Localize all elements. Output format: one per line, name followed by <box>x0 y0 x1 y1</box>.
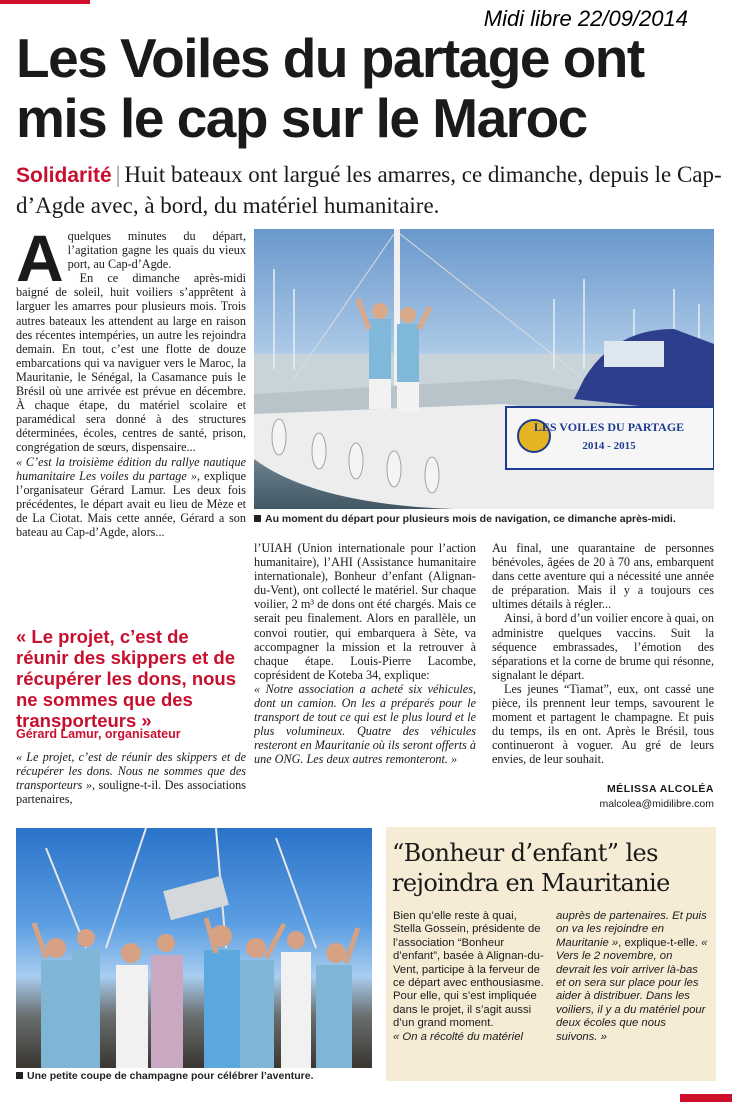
chapo <box>16 160 722 221</box>
article-paragraph: l’UIAH (Union internationale pour l’action humanitaire), l’AHI (Assistance humanitaire internationale), Bonheur d’enfant (Alignan-du-Vent), ont collecté le matériel. Sur chaque voilier, 2 m³ de dons ont été chargés. Mais ce serait peu finalement. Alors en parallèle, un convoi routier, qui embarquera à Sète, va accompagner la mission et la retrouver à chaque étape. Louis-Pierre Lacombe, coprésident de Koteba 34, explique: <box>254 541 476 682</box>
article-text: , explique l’organisateur Gérard Lamur. Les deux fois précédentes, le départ avait eu lieu de Mèze et de La Ciotat. Mais cette année, Gérard a son bateau au Cap-d’Agde, alors... <box>16 468 246 539</box>
article-column-1 <box>16 221 246 539</box>
source-label: Midi libre 22/09/2014 <box>483 6 688 31</box>
photo-sailboat-departure <box>254 229 714 509</box>
chapo-text: Huit bateaux ont largué les amarres, ce dimanche, depuis le Cap-d’Agde avec, à bord, du matériel humanitaire. <box>16 162 722 218</box>
red-footer-bar <box>680 1094 732 1102</box>
pullquote-author: Gérard Lamur, organisateur <box>16 727 181 741</box>
article-paragraph <box>16 750 246 806</box>
dropcap: A <box>16 221 64 295</box>
rubric-separator: | <box>115 162 121 187</box>
quote: « C’est la troisième édition du rallye nautique humanitaire Les voiles du partage » <box>16 454 246 483</box>
caption-square-icon <box>16 1072 23 1079</box>
rubric-label: Solidarité <box>16 164 112 187</box>
article-paragraph <box>16 455 246 540</box>
sidebar-column-2 <box>556 910 708 1044</box>
author-signature: MÉLISSA ALCOLÉA <box>606 783 714 795</box>
article-paragraph: En ce dimanche après-midi baigné de soleil, huit voiliers s’apprêtent à larguer les amarres pour plusieurs mois. Trois autres bateaux les attendent au large en raison des récentes intempéries, un autre les rejoindra demain. En tout, c’est une flotte de douze embarcations qui va naviguer vers le Maroc, la Mauritanie, le Sénégal, la Casamance puis le Brésil où une arrivée est prévue en décembre. À chaque étape, du matériel scolaire et paramédical sera donné à des structures déterminées, écoles, centres de santé, prison, congrégation de sœurs, dispensaire... <box>16 271 246 455</box>
quote: « Le projet, c’est de réunir des skippers et de récupérer les dons. Nous ne sommes que des transporteurs » <box>16 750 246 793</box>
photo-champagne <box>16 828 372 1068</box>
headline: Les Voiles du partage ont mis le cap sur le Maroc <box>16 27 644 149</box>
article-column-2 <box>254 541 476 767</box>
article-paragraph: Ainsi, à bord d’un voilier encore à quai, on administre quelques vaccins. Suit la séquence embrassades, l’émotion des séparations et la corne de brume qui résonne, signalant le départ. <box>492 611 714 682</box>
author-email: malcolea@midilibre.com <box>599 798 714 810</box>
sidebar-text: auprès de partenaires. Et puis on va les rejoindre en Mauritanie », explique-t-elle. « Vers le 2 novembre, on devrait les voir arriver là-bas et on sera sur place pour les aider à distribuer. Dans les voiliers, il y a du matériel pour deux écoles que nous suivons. » <box>556 910 708 1043</box>
sidebar-title: “Bonheur d’enfant” les rejoindra en Mauritanie <box>392 839 670 897</box>
sidebar-quote: « On a récolté du matériel <box>393 1030 523 1043</box>
photo-caption: Une petite coupe de champagne pour célébrer l’aventure. <box>16 1070 372 1083</box>
article-column-3 <box>492 541 714 767</box>
sailboat-illustration <box>254 229 714 509</box>
red-header-bar <box>0 0 90 4</box>
article-paragraph: Les jeunes “Tiamat”, eux, ont cassé une pièce, ils prennent leur temps, savourent le moment et partagent le champagne. Et puis du temps, ils en ont. Après le Brésil, tous continueront à voguer. Au gré de leurs envies, de leur souhait. <box>492 681 714 767</box>
caption-square-icon <box>254 515 261 522</box>
boat-banner-years: 2014 - 2015 <box>582 440 636 452</box>
article-text: , souligne-t-il. Des associations partenaires, <box>16 778 246 807</box>
quote: « Notre association a acheté six véhicules, dont un camion. On les a préparés pour le transport de tout ce qui est le plus lourd et le plus volumineux. Quatre des véhicules resteront en Mauritanie où ils seront offerts à une ONG. Les deux autres remonteront. » <box>254 681 476 767</box>
article-column-1-continued <box>16 750 246 806</box>
article-paragraph: Au final, une quarantaine de personnes bénévoles, âgées de 20 à 70 ans, embarquent dans cette aventure qui a nécessité une année de préparation. Mais il y a toujours ces ultimes détails à régler... <box>492 541 714 612</box>
photo-caption: Au moment du départ pour plusieurs mois de navigation, ce dimanche après-midi. <box>254 513 714 526</box>
sidebar-text: Bien qu’elle reste à quai, Stella Gossein, présidente de l’association “Bonheur d’enfant”, basée à Alignan-du-Vent, participe à la ferveur de ce départ avec enthousiasme. Pour elle, qui s’est impliquée dans le projet, il s’agit aussi d’un grand moment. <box>393 910 544 1030</box>
crowd-illustration <box>16 828 372 1068</box>
pullquote: « Le projet, c’est de réunir des skippers et de récupérer les dons, nous ne sommes que des transporteurs » <box>16 626 237 731</box>
article-intro: quelques minutes du départ, l’agitation gagne les quais du vieux port, au Cap-d’Agde. <box>67 229 246 272</box>
sidebar-column-1 <box>393 910 545 1044</box>
boat-banner-title: LES VOILES DU PARTAGE <box>533 420 685 434</box>
